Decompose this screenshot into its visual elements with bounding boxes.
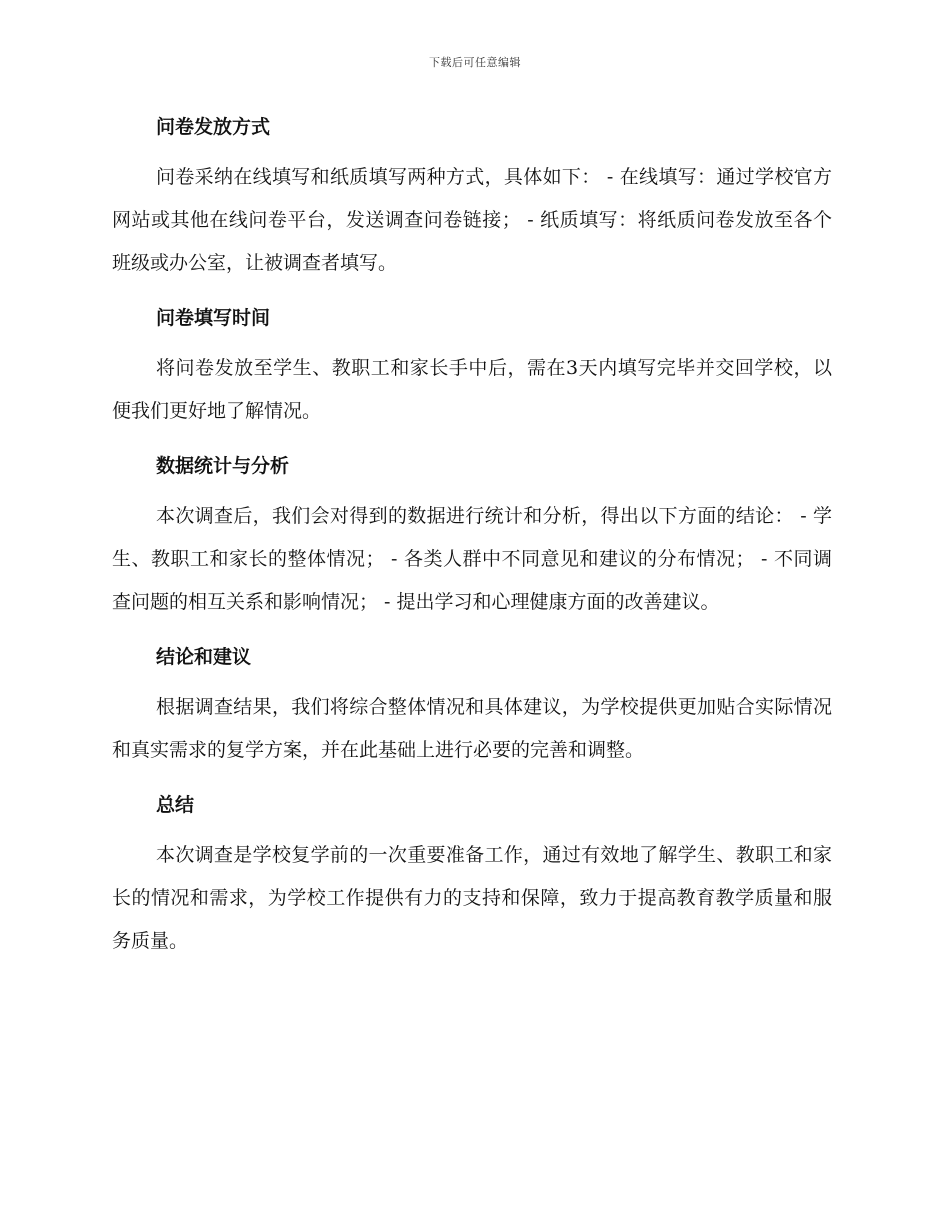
section-title: 总结 xyxy=(156,794,195,816)
document-body xyxy=(112,108,832,977)
section-data-analysis xyxy=(112,447,832,624)
section-title: 结论和建议 xyxy=(156,646,252,668)
section-paragraph: 本次调查是学校复学前的一次重要准备工作，通过有效地了解学生、教职工和家长的情况和需求，为学校工作提供有力的支持和保障，致力于提高教育教学质量和服务质量。 xyxy=(112,844,832,952)
section-paragraph: 问卷采纳在线填写和纸质填写两种方式，具体如下： - 在线填写：通过学校官方网站或其他在线问卷平台，发送调查问卷链接； - 纸质填写：将纸质问卷发放至各个班级或办公室，让被调查者填写。 xyxy=(112,166,832,274)
section-conclusions xyxy=(112,638,832,772)
section-paragraph: 将问卷发放至学生、教职工和家长手中后，需在3天内填写完毕并交回学校，以便我们更好地了解情况。 xyxy=(112,357,832,422)
section-fill-time xyxy=(112,299,832,433)
page-header: 下载后可任意编辑 xyxy=(429,56,521,69)
section-paragraph: 本次调查后，我们会对得到的数据进行统计和分析，得出以下方面的结论： - 学生、教职工和家长的整体情况； - 各类人群中不同意见和建议的分布情况； - 不同调查问题的相互关系和影响情况； - 提出学习和心理健康方面的改善建议。 xyxy=(112,505,832,613)
section-paragraph: 根据调查结果，我们将综合整体情况和具体建议，为学校提供更加贴合实际情况和真实需求的复学方案，并在此基础上进行必要的完善和调整。 xyxy=(112,696,832,761)
section-title: 数据统计与分析 xyxy=(156,455,290,477)
section-summary xyxy=(112,786,832,963)
section-title: 问卷发放方式 xyxy=(156,116,271,138)
section-distribution-method xyxy=(112,108,832,285)
section-title: 问卷填写时间 xyxy=(156,307,271,329)
